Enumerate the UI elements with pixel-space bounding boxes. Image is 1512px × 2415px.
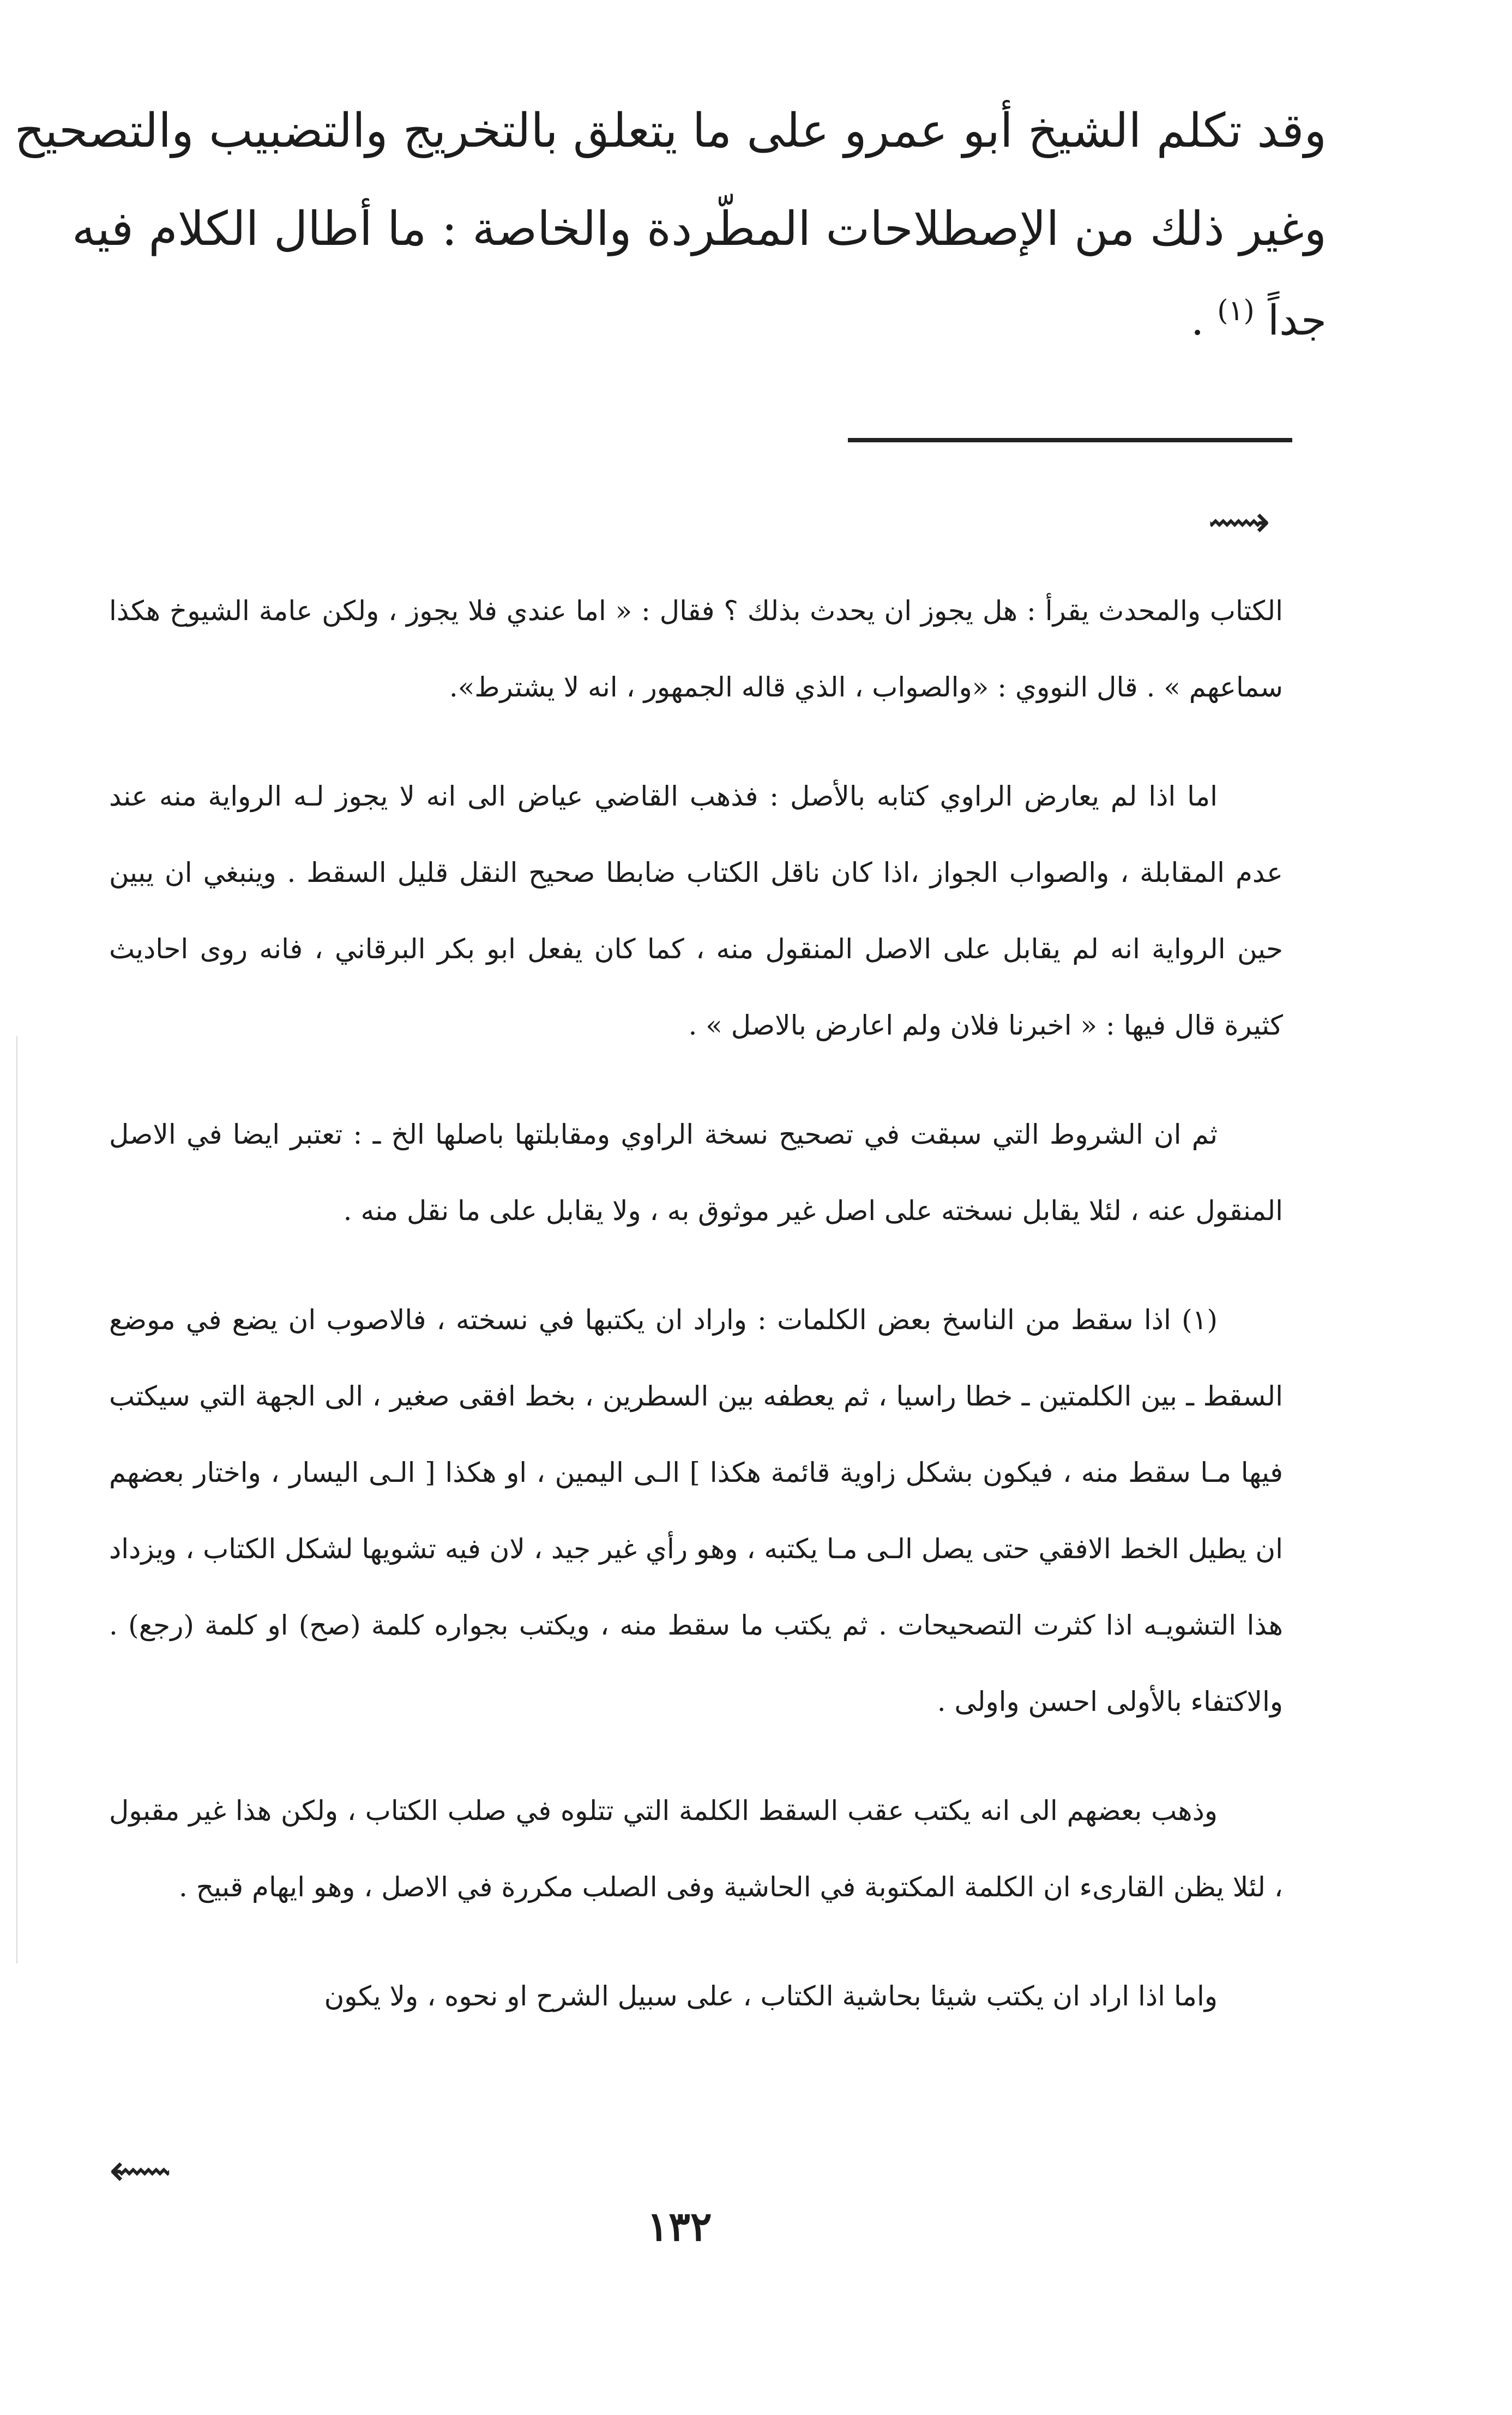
footnote-reference: (١) xyxy=(1217,295,1255,327)
scan-margin-line xyxy=(16,1036,17,1963)
footnote-divider xyxy=(848,438,1292,442)
footnote-section xyxy=(109,573,1283,2067)
paragraph-3: ثم ان الشروط التي سبقت في تصحيح نسخة الراوي ومقابلتها باصلها الخ ـ : تعتبر ايضا في الاصل المنقول عنه ، لئلا يقابل نسخته على اصل غير موثوق به ، ولا يقابل على ما نقل منه . xyxy=(109,1119,1283,1227)
main-text-line-3 xyxy=(115,278,1327,353)
arrow-left-glyph: ⟿ xyxy=(109,2145,172,2196)
main-text-block xyxy=(14,82,1327,353)
main-text-line-2: وغير ذلك من الإصطلاحات المطّردة والخاصة : ما أطال الكلام فيه xyxy=(71,202,1327,256)
paragraph-5: وذهب بعضهم الى انه يكتب عقب السقط الكلمة التي تتلوه في صلب الكتاب ، ولكن هذا غير مقبول ، لئلا يظن القارىء ان الكلمة المكتوبة في الحاشية وفى الصلب مكررة في الاصل ، وهو ايهام قبيح . xyxy=(109,1795,1283,1903)
arrow-left-icon xyxy=(109,2145,172,2196)
arrow-right-icon: ⟿ xyxy=(1208,496,1270,547)
main-text-end-period: . xyxy=(1190,296,1204,345)
paragraph-2: اما اذا لم يعارض الراوي كتابه بالأصل : فذهب القاضي عياض الى انه لا يجوز لـه الرواية منه عند عدم المقابلة ، والصواب الجواز ،اذا كان ناقل الكتاب ضابطا صحيح النقل قليل السقط . وينبغي ان يبين حين الرواية انه لم يقابل على الاصل المنقول منه ، كما كان يفعل ابو بكر البرقاني ، فانه روى احاديث كثيرة قال فيها : « اخبرنا فلان ولم اعارض بالاصل » . xyxy=(109,780,1283,1041)
paragraph-6: واما اذا اراد ان يكتب شيئا بحاشية الكتاب ، على سبيل الشرح او نحوه ، ولا يكون xyxy=(324,1980,1218,2012)
main-text-last-word: جداً xyxy=(1268,296,1327,345)
page-number: ١٣٢ xyxy=(647,2203,712,2250)
paragraph-4-footnote: (١) اذا سقط من الناسخ بعض الكلمات : واراد ان يكتبها في نسخته ، فالاصوب ان يضع في موضع السقط ـ بين الكلمتين ـ خطا راسيا ، ثم يعطفه بين السطرين ، بخط افقى صغير ، الى الجهة التي سيكتب فيها مـا سقط منه ، فيكون بشكل زاوية قائمة هكذا ] الـى اليمين ، او هكذا [ الـى اليسار ، واختار بعضهم ان يطيل الخط الافقي حتى يصل الـى مـا يكتبه ، وهو رأي غير جيد ، لان فيه تشويها لشكل الكتاب ، ويزداد هذا التشويـه اذا كثرت التصحيحات . ثم يكتب ما سقط منه ، ويكتب بجواره كلمة (صح) او كلمة (رجع) . والاكتفاء بالأولى احسن واولى . xyxy=(109,1304,1283,1717)
main-text-line-1: وقد تكلم الشيخ أبو عمرو على ما يتعلق بالتخريج والتضبيب والتصحيح xyxy=(14,104,1327,158)
paragraph-1: الكتاب والمحدث يقرأ : هل يجوز ان يحدث بذلك ؟ فقال : « اما عندي فلا يجوز ، ولكن عامة الشيوخ هكذا سماعهم » . قال النووي : «والصواب ، الذي قاله الجمهور ، انه لا يشترط». xyxy=(109,595,1283,703)
